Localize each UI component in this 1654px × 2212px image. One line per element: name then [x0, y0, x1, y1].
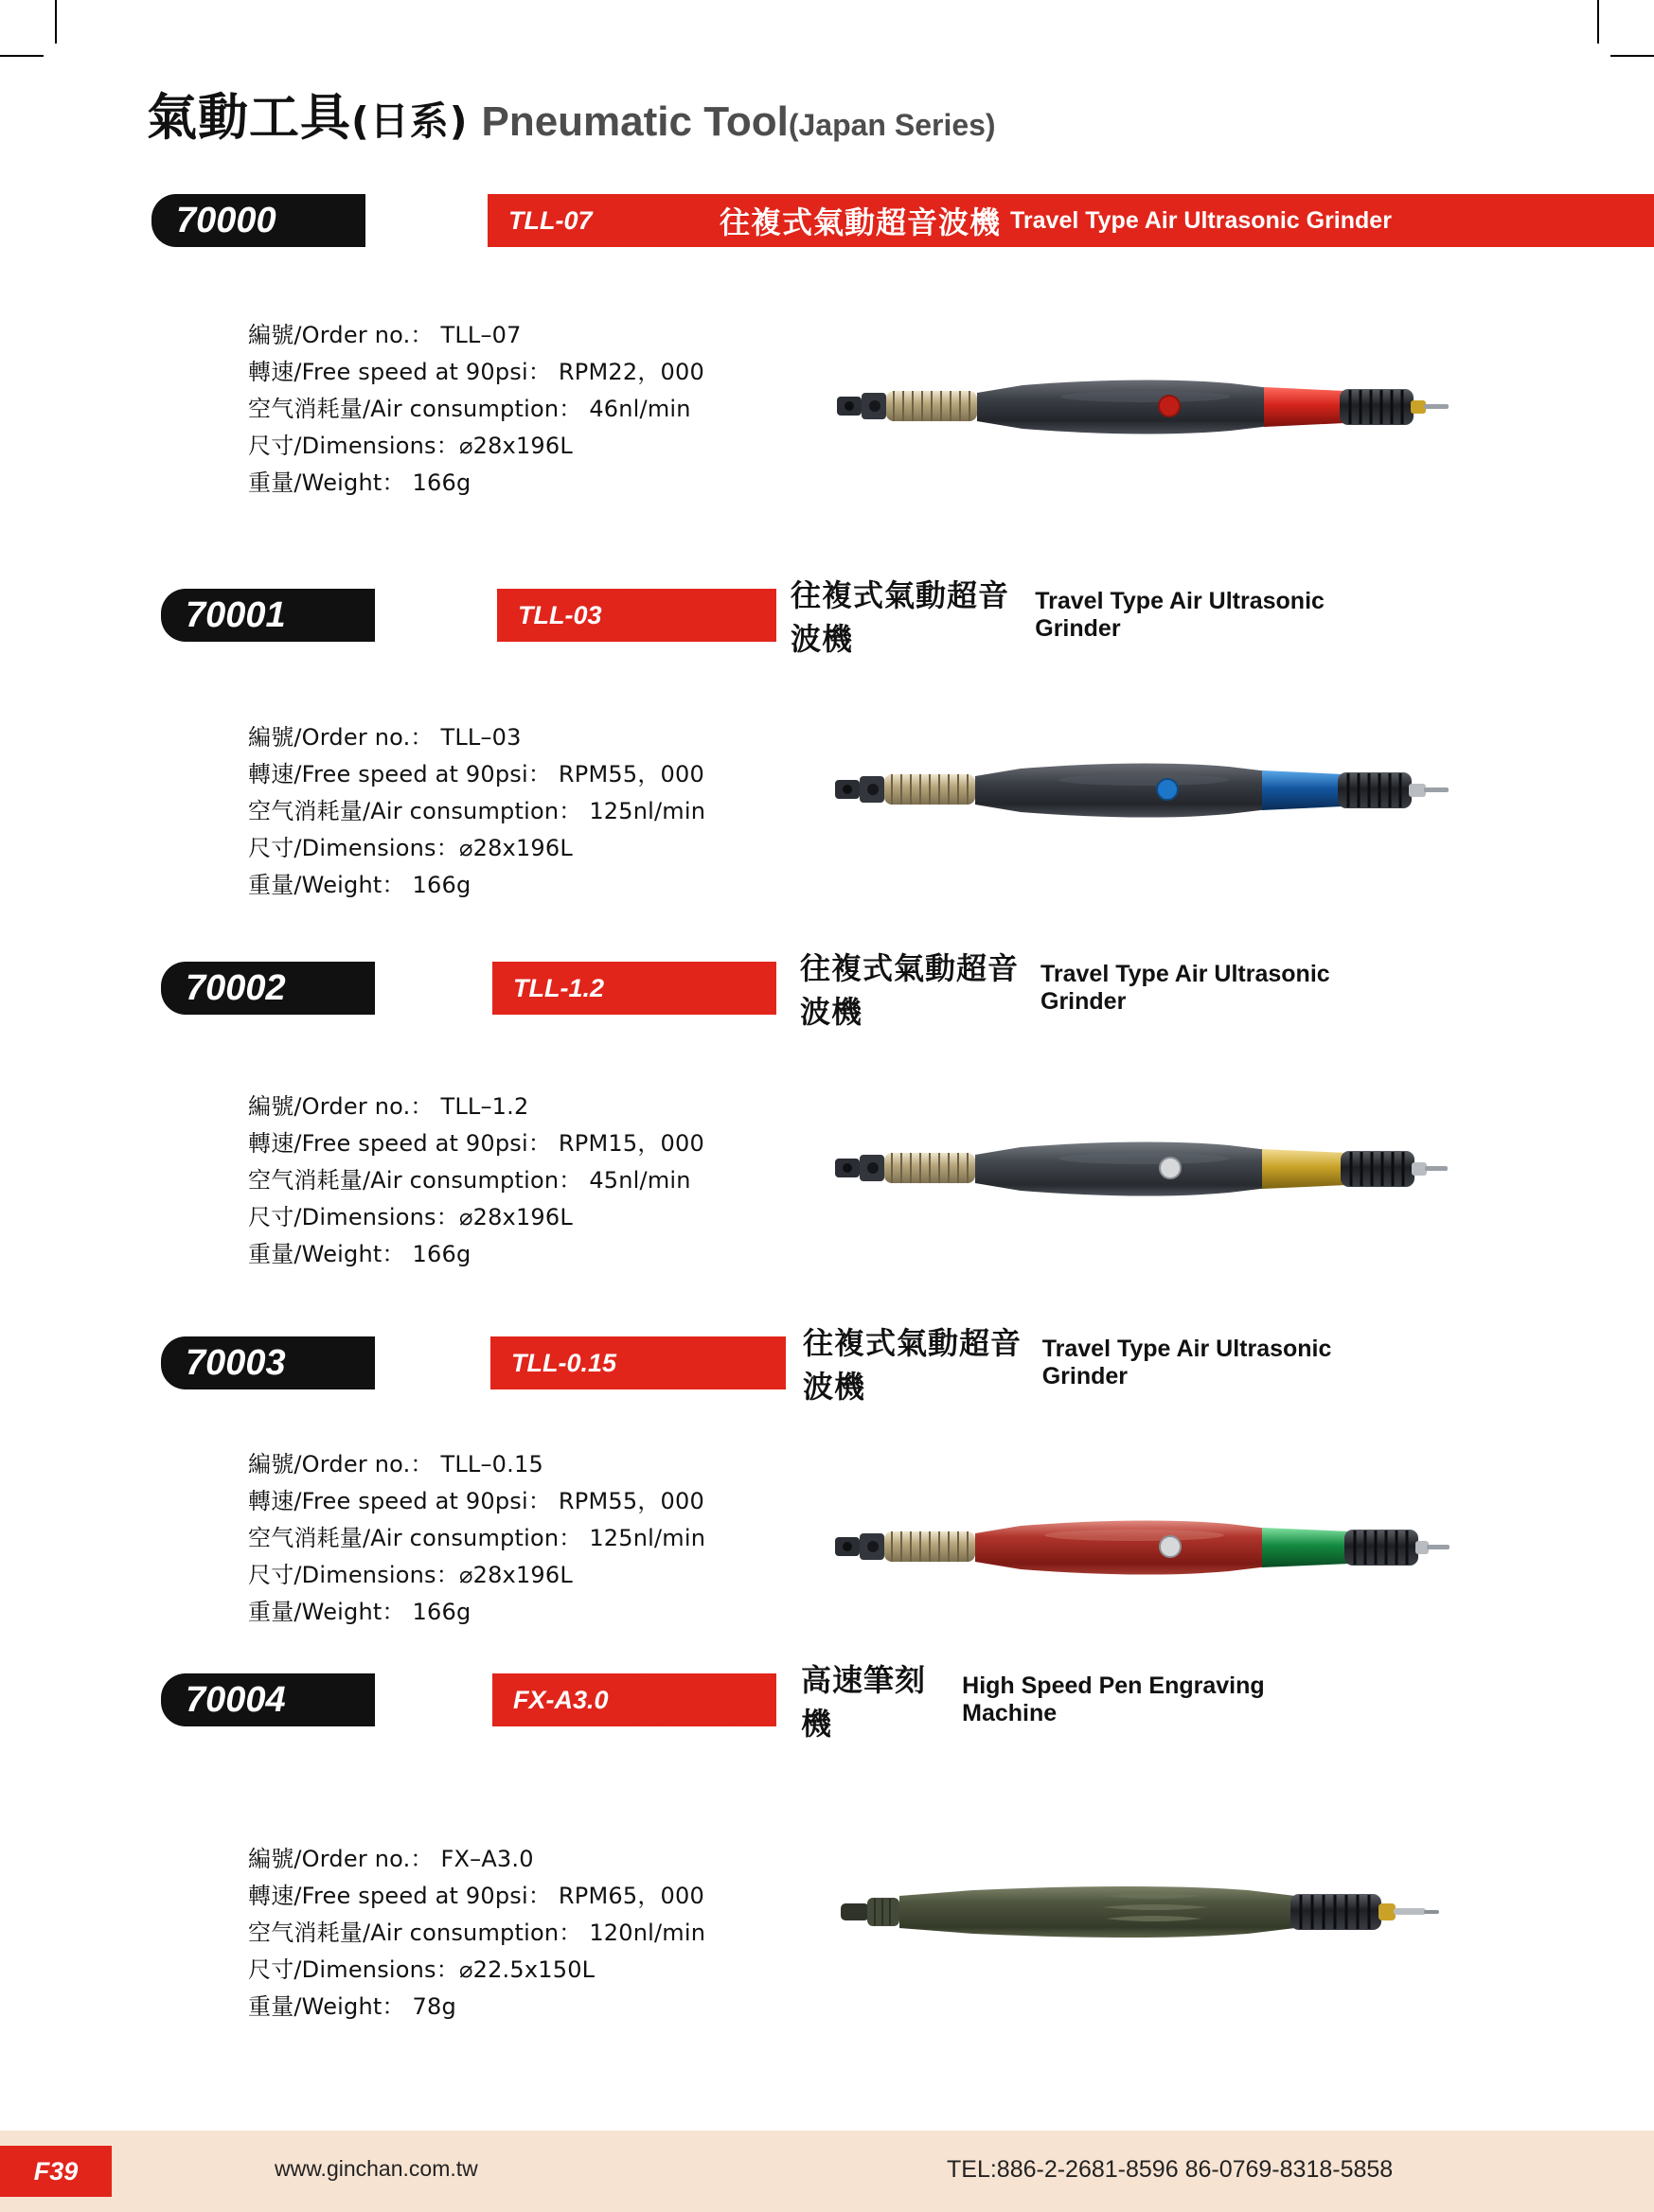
spec-free-speed — [248, 1483, 705, 1520]
tool-illustration-70004 — [831, 1869, 1456, 1955]
footer-telephone-text: TEL:886-2-2681-8596 86-0769-8318-5858 — [947, 2156, 1394, 2183]
spec-value-dimensions: ⌀28x196L — [458, 1561, 573, 1588]
product-specs-70001 — [248, 719, 705, 903]
product-image-70002 — [831, 1126, 1456, 1212]
product-code-text: 70004 — [186, 1679, 286, 1720]
spec-label-air-consumption: 空气消耗量/Air consumption： — [248, 1166, 582, 1194]
spec-label-weight: 重量/Weight： — [248, 469, 405, 496]
crop-mark-top-right — [1597, 0, 1599, 44]
spec-label-dimensions: 尺寸/Dimensions： — [248, 1203, 459, 1230]
tool-illustration-70001 — [831, 748, 1456, 833]
product-model-badge — [488, 194, 606, 247]
spec-value-free-speed: RPM15，000 — [558, 1129, 704, 1157]
product-model-text: TLL-07 — [508, 205, 593, 235]
spec-air-consumption — [248, 391, 704, 428]
spec-label-air-consumption: 空气消耗量/Air consumption： — [248, 395, 582, 422]
product-banner-70001 — [161, 577, 1354, 657]
spec-label-free-speed: 轉速/Free speed at 90psi： — [248, 358, 552, 385]
product-image-70001 — [831, 748, 1456, 833]
product-model-badge — [492, 962, 617, 1015]
spec-value-dimensions: ⌀28x196L — [458, 432, 573, 459]
spec-weight — [248, 867, 705, 904]
page-number-badge — [0, 2146, 112, 2197]
product-name-cn: 往複式氣動超音波機 — [803, 1325, 1023, 1405]
product-banner-70004 — [161, 1662, 1354, 1742]
spec-free-speed — [248, 354, 704, 391]
footer-bar — [0, 2131, 1654, 2212]
spec-free-speed — [248, 1125, 704, 1162]
spec-label-order-no: 編號/Order no.： — [248, 1093, 434, 1120]
spec-value-free-speed: RPM65，000 — [558, 1882, 704, 1909]
page-title — [147, 89, 996, 147]
product-banner-70002 — [161, 950, 1354, 1030]
tool-illustration-70003 — [831, 1505, 1456, 1590]
product-image-70004 — [831, 1869, 1456, 1955]
product-name-group — [791, 577, 1354, 657]
page-title-en-sub: (Japan Series) — [788, 108, 996, 142]
product-image-70000 — [833, 364, 1458, 450]
spec-order-no — [248, 719, 705, 756]
spec-label-air-consumption: 空气消耗量/Air consumption： — [248, 1919, 582, 1946]
page-title-cn — [147, 89, 469, 147]
page-title-cn-paren: (日系) — [351, 98, 469, 144]
spec-label-weight: 重量/Weight： — [248, 1598, 405, 1625]
spec-order-no — [248, 1841, 705, 1878]
crop-mark-top-left-h — [0, 55, 44, 57]
spec-label-free-speed: 轉速/Free speed at 90psi： — [248, 760, 552, 787]
spec-dimensions — [248, 830, 705, 867]
spec-weight — [248, 1236, 704, 1273]
footer-telephone — [947, 2156, 1393, 2184]
page-title-en — [481, 98, 996, 145]
spec-free-speed — [248, 1878, 705, 1915]
product-code-text: 70000 — [176, 200, 276, 240]
spec-label-air-consumption: 空气消耗量/Air consumption： — [248, 1524, 582, 1551]
spec-order-no — [248, 317, 704, 354]
product-name-cn: 往複式氣動超音波機 — [791, 577, 1010, 657]
spec-value-order-no: TLL–0.15 — [440, 1451, 543, 1478]
spec-value-order-no: TLL–07 — [440, 322, 522, 348]
footer-website[interactable] — [275, 2156, 478, 2182]
product-code-text: 70003 — [186, 1342, 286, 1383]
spec-label-dimensions: 尺寸/Dimensions： — [248, 834, 459, 861]
page-number-text: F39 — [33, 2156, 79, 2185]
spec-value-free-speed: RPM55，000 — [558, 1487, 704, 1514]
crop-mark-top-right-h — [1610, 55, 1654, 57]
spec-value-order-no: TLL–1.2 — [440, 1093, 529, 1120]
product-image-70003 — [831, 1505, 1456, 1590]
product-model-text: TLL-0.15 — [511, 1348, 617, 1377]
spec-air-consumption — [248, 1520, 705, 1557]
spec-value-order-no: FX–A3.0 — [440, 1846, 534, 1872]
spec-label-order-no: 編號/Order no.： — [248, 1846, 434, 1872]
spec-value-air-consumption: 46nl/min — [589, 395, 691, 422]
spec-value-air-consumption: 45nl/min — [589, 1166, 691, 1194]
product-name-group — [803, 1325, 1354, 1405]
spec-air-consumption — [248, 793, 705, 830]
spec-value-dimensions: ⌀28x196L — [458, 1203, 573, 1230]
product-name-en: Travel Type Air Ultrasonic Grinder — [1040, 961, 1330, 1015]
footer-website-text: www.ginchan.com.tw — [275, 2156, 478, 2181]
spec-label-order-no: 編號/Order no.： — [248, 322, 434, 348]
spec-label-free-speed: 轉速/Free speed at 90psi： — [248, 1882, 552, 1909]
spec-value-free-speed: RPM22，000 — [558, 358, 704, 385]
product-model-text: TLL-03 — [518, 600, 602, 629]
spec-label-dimensions: 尺寸/Dimensions： — [248, 1561, 459, 1588]
spec-weight — [248, 1989, 705, 2026]
spec-value-weight: 166g — [412, 871, 471, 898]
spec-dimensions — [248, 1199, 704, 1236]
spec-value-air-consumption: 125nl/min — [589, 1524, 706, 1551]
spec-value-weight: 166g — [412, 469, 471, 496]
spec-order-no — [248, 1088, 704, 1125]
spec-label-weight: 重量/Weight： — [248, 1240, 405, 1267]
product-name-group — [800, 950, 1354, 1030]
spec-dimensions — [248, 1557, 705, 1594]
spec-air-consumption — [248, 1915, 705, 1952]
product-specs-70003 — [248, 1446, 705, 1630]
spec-label-dimensions: 尺寸/Dimensions： — [248, 432, 459, 459]
page-title-cn-main: 氣動工具 — [147, 89, 351, 147]
product-name-group — [801, 1662, 1354, 1742]
spec-value-weight: 166g — [412, 1240, 471, 1267]
spec-label-air-consumption: 空气消耗量/Air consumption： — [248, 797, 582, 824]
spec-value-free-speed: RPM55，000 — [558, 760, 704, 787]
product-banner-70003 — [161, 1325, 1354, 1405]
product-specs-70000 — [248, 317, 704, 501]
product-model-badge — [490, 1336, 630, 1389]
spec-label-weight: 重量/Weight： — [248, 1992, 405, 2020]
spec-free-speed — [248, 756, 705, 793]
product-model-text: TLL-1.2 — [513, 973, 605, 1002]
product-name-en: Travel Type Air Ultrasonic Grinder — [1041, 1336, 1332, 1389]
spec-value-weight: 78g — [412, 1992, 456, 2020]
spec-label-free-speed: 轉速/Free speed at 90psi： — [248, 1487, 552, 1514]
product-name-en: Travel Type Air Ultrasonic Grinder — [1035, 588, 1325, 642]
spec-air-consumption — [248, 1162, 704, 1199]
spec-label-order-no: 編號/Order no.： — [248, 1451, 434, 1478]
product-model-badge — [497, 589, 615, 642]
spec-label-dimensions: 尺寸/Dimensions： — [248, 1955, 459, 1983]
spec-order-no — [248, 1446, 705, 1483]
product-name-en: High Speed Pen Engraving Machine — [962, 1672, 1265, 1726]
spec-value-order-no: TLL–03 — [440, 724, 522, 751]
spec-value-weight: 166g — [412, 1598, 471, 1625]
spec-value-air-consumption: 120nl/min — [589, 1919, 706, 1946]
tool-illustration-70000 — [833, 364, 1458, 450]
spec-dimensions — [248, 1952, 705, 1989]
spec-weight — [248, 1594, 705, 1631]
spec-dimensions — [248, 428, 704, 465]
product-specs-70004 — [248, 1841, 705, 2025]
tool-illustration-70002 — [831, 1126, 1456, 1212]
product-name-cn: 往複式氣動超音波機 — [800, 950, 1020, 1030]
product-model-text: FX-A3.0 — [513, 1685, 609, 1714]
product-name-cn: 高速筆刻機 — [801, 1662, 927, 1742]
spec-label-weight: 重量/Weight： — [248, 871, 405, 898]
spec-value-dimensions: ⌀28x196L — [458, 834, 573, 861]
product-name-cn: 往複式氣動超音波機 — [720, 204, 1002, 240]
spec-value-dimensions: ⌀22.5x150L — [458, 1955, 596, 1983]
product-specs-70002 — [248, 1088, 704, 1272]
page-title-en-main: Pneumatic Tool — [481, 98, 789, 145]
product-code-text: 70001 — [186, 594, 286, 635]
spec-value-air-consumption: 125nl/min — [589, 797, 706, 824]
spec-label-order-no: 編號/Order no.： — [248, 724, 434, 751]
product-name-en: Travel Type Air Ultrasonic Grinder — [1010, 206, 1392, 234]
spec-label-free-speed: 轉速/Free speed at 90psi： — [248, 1129, 552, 1157]
product-banner-70000 — [151, 194, 1524, 247]
product-model-badge — [492, 1673, 622, 1726]
spec-weight — [248, 465, 704, 502]
product-code-text: 70002 — [186, 967, 286, 1008]
product-name-group — [720, 194, 1392, 247]
crop-mark-top-left — [55, 0, 57, 44]
